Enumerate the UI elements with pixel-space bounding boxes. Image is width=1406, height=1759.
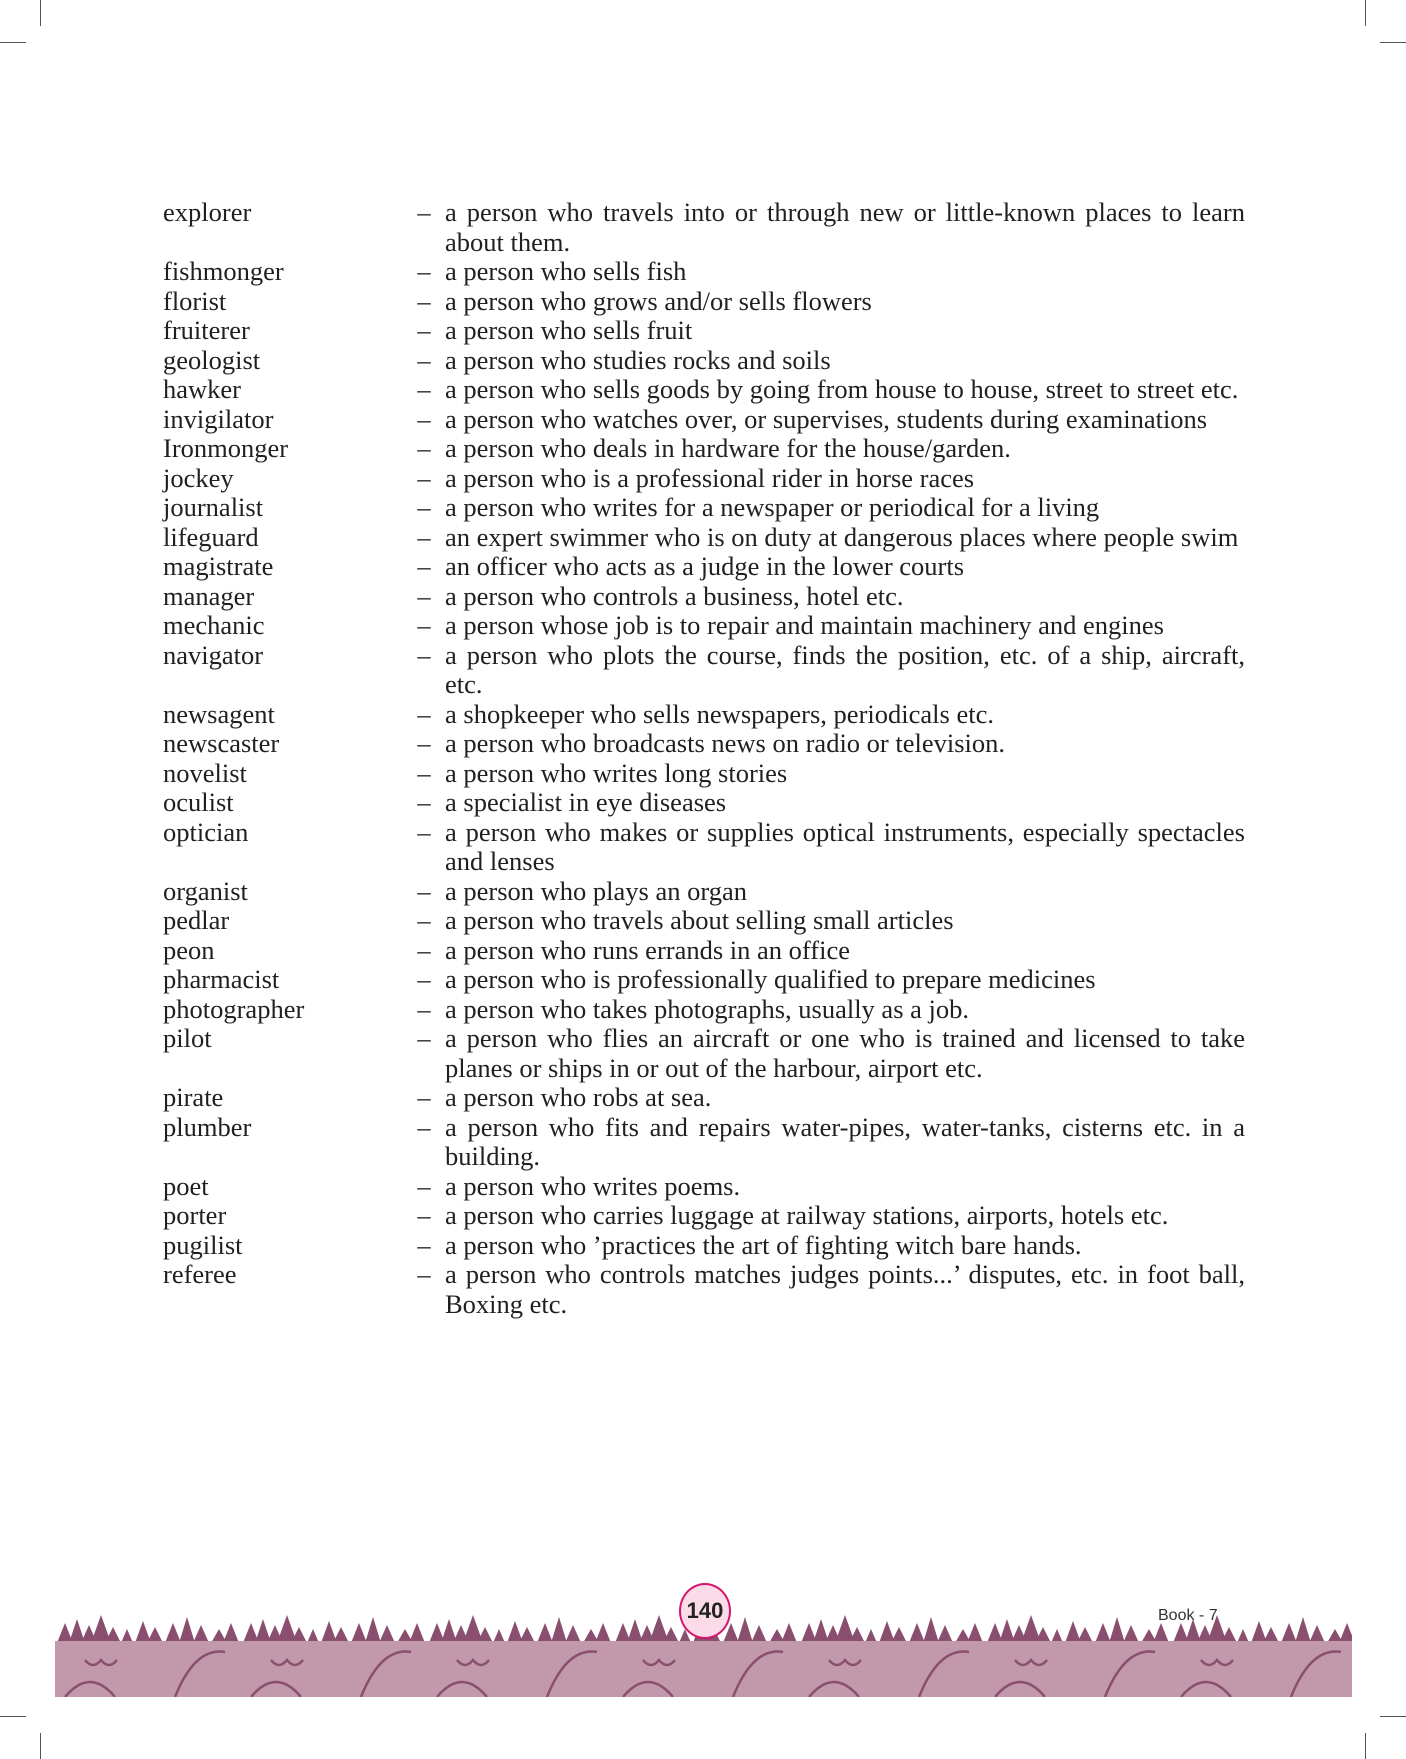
entry-term: organist [163,875,248,906]
entry-dash: – [417,993,431,1024]
glossary-entry [163,700,1245,730]
entry-dash: – [417,521,431,552]
glossary-entry [163,1260,1245,1319]
entry-definition: a person who robs at sea. [445,1082,712,1112]
entry-dash: – [417,934,431,965]
glossary-entry [163,995,1245,1025]
glossary-entry [163,1083,1245,1113]
glossary-entry [163,434,1245,464]
entry-term: magistrate [163,551,274,581]
crop-mark [0,42,26,43]
entry-definition: a person who carries luggage at railway stations, airports, hotels etc. [445,1200,1169,1230]
glossary-entry [163,464,1245,494]
entry-dash: – [417,698,431,729]
glossary-entry [163,523,1245,553]
entry-term: pilot [163,1023,212,1053]
entry-dash: – [417,462,431,493]
crop-mark [1365,1733,1366,1759]
entry-dash: – [417,875,431,906]
glossary-entry [163,936,1245,966]
entry-dash: – [417,639,431,670]
entry-dash: – [417,728,431,758]
glossary-entry [163,257,1245,287]
glossary-entry [163,552,1245,582]
entry-term: geologist [163,344,261,375]
crop-mark [1380,42,1406,43]
entry-term: newscaster [163,728,280,758]
entry-term: pedlar [163,905,230,935]
entry-dash: – [417,1082,431,1112]
entry-definition: a person who ’practices the art of fighting witch bare hands. [445,1229,1082,1260]
entry-definition: a person who plays an organ [445,875,747,906]
entry-definition: a person who studies rocks and soils [445,344,831,375]
entry-term: newsagent [163,698,275,729]
entry-dash: – [417,757,431,788]
entry-definition: a specialist in eye diseases [445,787,727,817]
entry-dash: – [417,1023,431,1053]
glossary-entry [163,493,1245,523]
entry-definition: a shopkeeper who sells newspapers, periodicals etc. [445,698,994,729]
entry-term: novelist [163,757,247,788]
entry-definition: a person who plots the course, finds the position, etc. of a ship, aircraft, etc. [445,639,1245,699]
glossary-entry [163,965,1245,995]
entry-dash: – [417,256,431,286]
glossary-entry [163,906,1245,936]
glossary-entry [163,582,1245,612]
entry-definition: a person who broadcasts news on radio or television. [445,728,1006,758]
entry-term: manager [163,580,255,611]
entry-dash: – [417,964,431,994]
glossary-entry [163,818,1245,877]
crop-mark [1380,1716,1406,1717]
entry-term: referee [163,1259,237,1289]
entry-term: pirate [163,1082,224,1112]
entry-term: journalist [163,492,264,522]
glossary-entry [163,877,1245,907]
entry-term: lifeguard [163,521,259,552]
entry-dash: – [417,315,431,345]
glossary-entry [163,641,1245,700]
entry-definition: a person who controls a business, hotel etc. [445,580,904,611]
glossary-entry [163,788,1245,818]
entry-definition: a person who writes for a newspaper or periodical for a living [445,492,1100,522]
glossary-entry [163,1113,1245,1172]
entry-dash: – [417,580,431,611]
entry-dash: – [417,787,431,817]
glossary-entry [163,1172,1245,1202]
entry-dash: – [417,403,431,434]
entry-dash: – [417,1111,431,1142]
glossary-entry [163,611,1245,641]
entry-definition: a person who makes or supplies optical instruments, especially spectacles and lenses [445,816,1245,876]
glossary-entry [163,729,1245,759]
entry-definition: a person who travels into or through new or little-known places to learn about them. [445,197,1245,257]
entry-definition: a person who flies an aircraft or one who is trained and licensed to take planes or ships in or out of the harbour, airport etc. [445,1023,1245,1083]
crop-mark [40,1733,41,1759]
page-number: 140 [679,1583,731,1639]
entry-dash: – [417,816,431,847]
entry-term: pharmacist [163,964,280,994]
entry-dash: – [417,551,431,581]
entry-term: mechanic [163,610,265,640]
crop-mark [0,1716,26,1717]
entry-dash: – [417,197,431,227]
entry-term: poet [163,1170,209,1201]
entry-dash: – [417,1259,431,1289]
glossary-entry [163,1201,1245,1231]
entry-definition: a person who writes poems. [445,1170,741,1201]
entry-dash: – [417,905,431,935]
entry-definition: a person who sells fruit [445,315,693,345]
entry-term: fruiterer [163,315,250,345]
glossary-entry [163,405,1245,435]
glossary-entry [163,375,1245,405]
entry-dash: – [417,344,431,375]
glossary-entry [163,287,1245,317]
entry-term: plumber [163,1111,252,1142]
entry-term: hawker [163,374,241,404]
entry-definition: an officer who acts as a judge in the lower courts [445,551,965,581]
entry-term: porter [163,1200,227,1230]
entry-dash: – [417,1170,431,1201]
entry-definition: a person who deals in hardware for the house/garden. [445,433,1011,463]
entry-dash: – [417,285,431,316]
glossary-entry [163,316,1245,346]
glossary-entry [163,198,1245,257]
entry-term: peon [163,934,215,965]
glossary-entry [163,759,1245,789]
entry-definition: a person who sells goods by going from house to house, street to street etc. [445,374,1239,404]
entry-definition: a person who runs errands in an office [445,934,850,965]
book-label: Book - 7 [1158,1607,1218,1624]
entry-definition: a person who fits and repairs water-pipes, water-tanks, cisterns etc. in a building. [445,1111,1245,1171]
entry-definition: a person who writes long stories [445,757,788,788]
entry-term: photographer [163,993,305,1024]
entry-dash: – [417,1200,431,1230]
entry-term: pugilist [163,1229,243,1260]
entry-term: Ironmonger [163,433,289,463]
entry-definition: a person who is professionally qualified to prepare medicines [445,964,1096,994]
glossary-entry [163,1024,1245,1083]
entry-definition: a person who watches over, or supervises, students during examinations [445,403,1208,434]
entry-term: optician [163,816,249,847]
occupation-glossary [163,198,1245,1319]
crop-mark [40,0,41,26]
entry-term: jockey [163,462,234,493]
entry-definition: an expert swimmer who is on duty at dangerous places where people swim [445,521,1239,552]
entry-definition: a person who grows and/or sells flowers [445,285,872,316]
entry-definition: a person who takes photographs, usually as a job. [445,993,970,1024]
entry-dash: – [417,610,431,640]
entry-term: oculist [163,787,234,817]
glossary-entry [163,1231,1245,1261]
entry-definition: a person who controls matches judges points...’ disputes, etc. in foot ball, Boxing etc. [445,1259,1245,1319]
entry-dash: – [417,374,431,404]
entry-definition: a person whose job is to repair and maintain machinery and engines [445,610,1164,640]
crop-mark [1365,0,1366,26]
entry-term: fishmonger [163,256,284,286]
entry-term: explorer [163,197,252,227]
entry-definition: a person who travels about selling small articles [445,905,954,935]
entry-definition: a person who is a professional rider in horse races [445,462,975,493]
entry-dash: – [417,492,431,522]
entry-definition: a person who sells fish [445,256,687,286]
entry-term: invigilator [163,403,274,434]
entry-term: florist [163,285,227,316]
entry-dash: – [417,1229,431,1260]
glossary-entry [163,346,1245,376]
entry-dash: – [417,433,431,463]
entry-term: navigator [163,639,264,670]
